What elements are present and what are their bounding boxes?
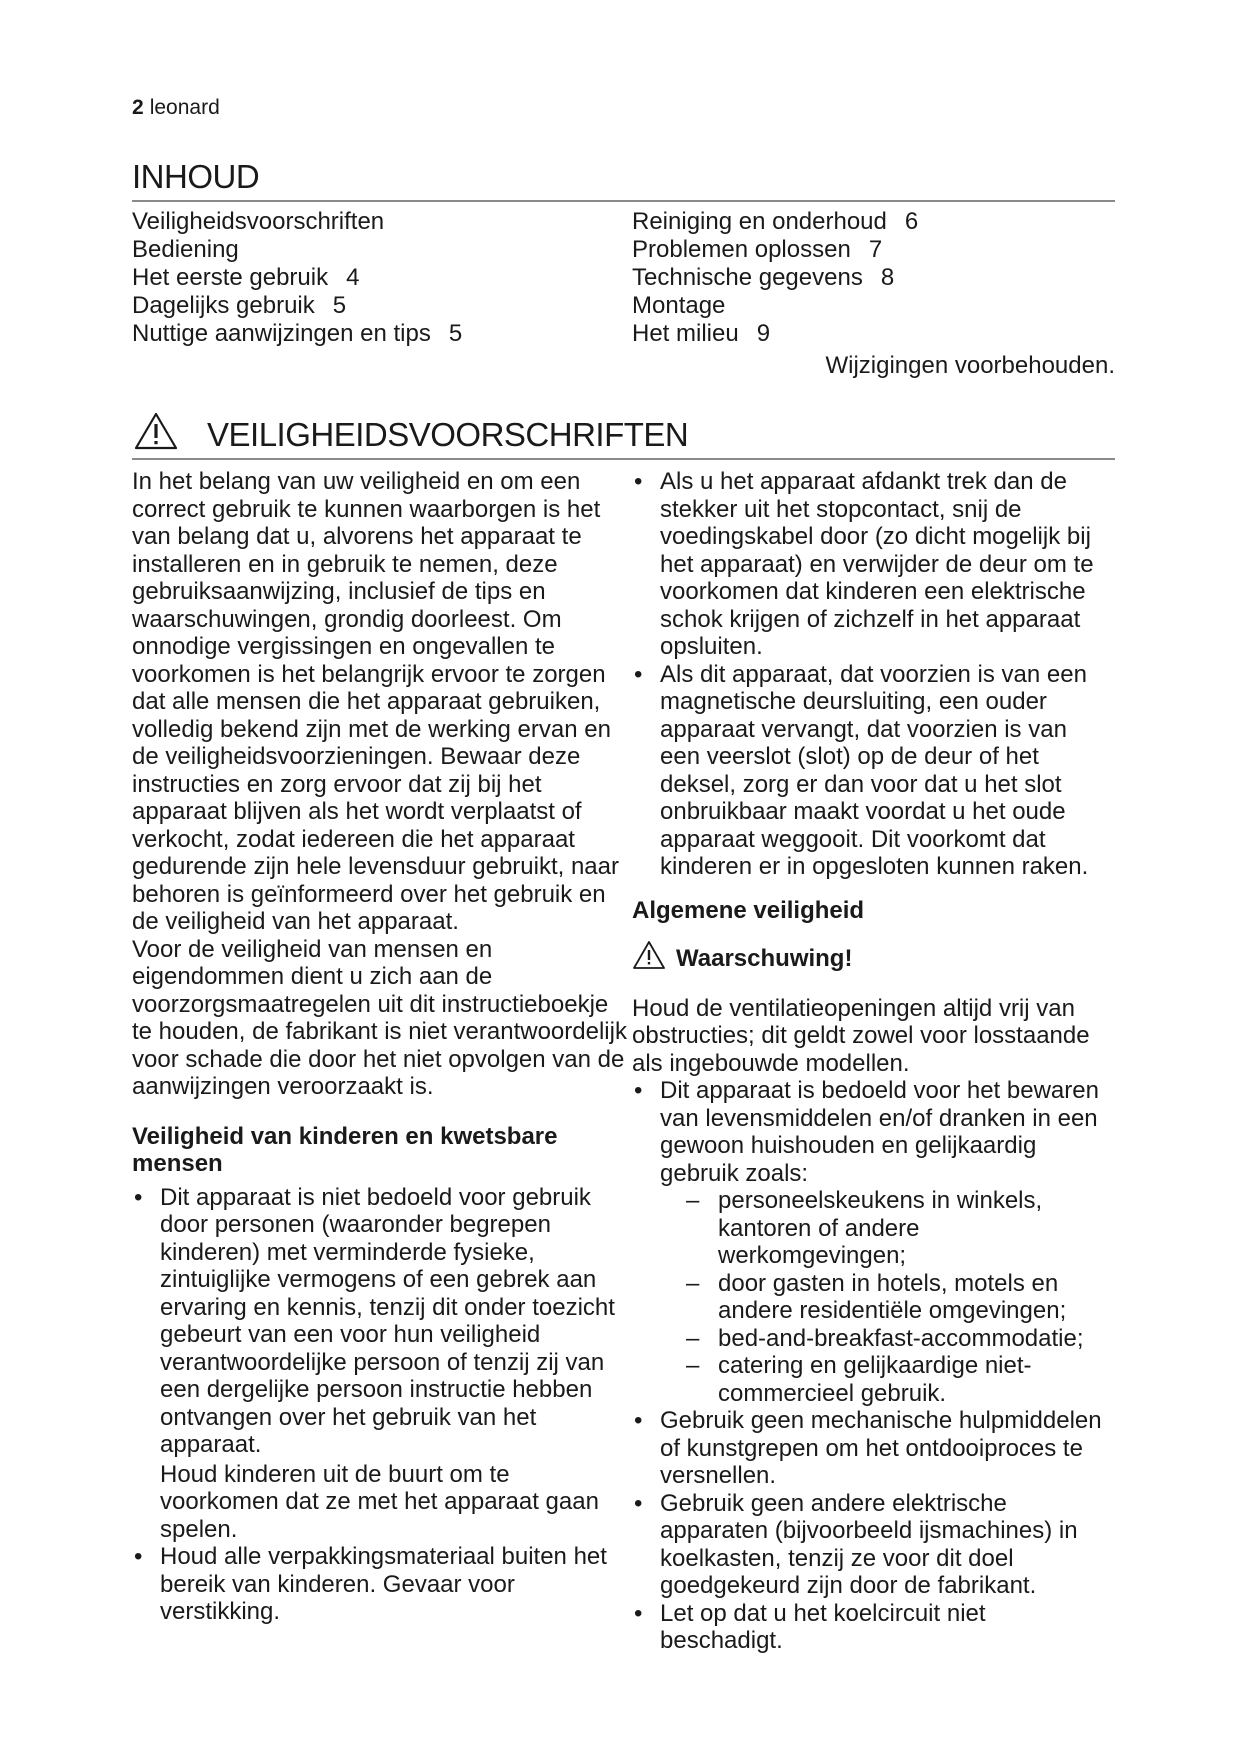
warning-triangle-icon	[134, 412, 178, 455]
toc-entry-label: Bediening	[132, 236, 239, 263]
toc-entry-label: Montage	[632, 292, 726, 319]
section-title: VEILIGHEIDSVOORSCHRIFTEN	[207, 416, 689, 453]
list-item	[632, 1490, 1112, 1600]
changes-note: Wijzigingen voorbehouden.	[825, 352, 1115, 379]
toc-entry[interactable]	[132, 320, 462, 348]
toc-entry-page: 7	[868, 236, 883, 263]
toc-entry-page: 4	[346, 264, 360, 291]
toc-entry-label: Het eerste gebruik	[132, 264, 329, 291]
toc-entry-label: Dagelijks gebruik	[132, 292, 315, 319]
toc-entry-page: 9	[756, 320, 771, 347]
list-item-text: Gebruik geen mechanische hulpmiddelen of kunstgrepen om het ontdooiproces te versnellen.	[660, 1407, 1102, 1489]
toc-rule	[132, 200, 1115, 202]
toc-entry[interactable]	[632, 320, 918, 348]
toc-entry[interactable]	[132, 292, 462, 320]
toc-left-column	[132, 208, 462, 348]
toc-entry[interactable]	[132, 208, 462, 236]
list-item	[632, 1600, 1112, 1655]
list-item-text: Let op dat u het koelcircuit niet beschadigt.	[660, 1599, 986, 1654]
list-item-text: Dit apparaat is niet bedoeld voor gebruik door personen (waaronder begrepen kinderen) met verminderde fysieke, zintuiglijke vermogens of een gebrek aan ervaring en kennis, tenzij dit onder toezicht gebeurt van een voor hun veiligheid verantwoordelijke persoon of tenzij zij van een dergelijke persoon instructie hebben ontvangen over het gebruik van het apparaat.	[160, 1183, 615, 1458]
toc-entry[interactable]	[632, 236, 918, 264]
dash-item: – personeelskeukens in winkels, kantoren of andere werkomgevingen;	[686, 1187, 1112, 1270]
toc-entry[interactable]	[632, 292, 918, 320]
list-item	[132, 1184, 632, 1544]
toc-title: INHOUD	[132, 158, 260, 195]
dash-item: – bed-and-breakfast-accommodatie;	[686, 1325, 1112, 1353]
toc-entry[interactable]	[132, 236, 462, 264]
toc-entry-page: 6	[904, 208, 919, 235]
toc-entry[interactable]	[132, 264, 462, 292]
list-item	[632, 661, 1112, 881]
page-header	[132, 96, 220, 120]
usage-dash-list	[660, 1187, 1112, 1407]
brand-name: leonard	[149, 96, 220, 119]
page-number: 2	[132, 96, 144, 119]
general-bullet-list	[632, 1077, 1112, 1655]
general-paragraph: Houd de ventilatieopeningen altijd vrij van obstructies; dit geldt zowel voor losstaande als ingebouwde modellen.	[632, 994, 1090, 1077]
list-item	[632, 1077, 1112, 1407]
list-item-text: Als dit apparaat, dat voorzien is van een magnetische deursluiting, een ouder apparaat vervangt, dat voorzien is van een veerslot (slot) op de deur of het deksel, zorg er dan voor dat u het slot onbruikbaar maakt voordat u het oude apparaat weggooit. Dit voorkomt dat kinderen er in opgesloten kunnen raken.	[660, 660, 1089, 880]
list-item	[632, 1407, 1112, 1490]
toc-entry-label: Veiligheidsvoorschriften	[132, 208, 385, 235]
toc-entry[interactable]	[632, 208, 918, 236]
list-item-continuation: Houd kinderen uit de buurt om te voorkomen dat ze met het apparaat gaan spelen.	[160, 1460, 599, 1543]
list-item-text: Gebruik geen andere elektrische apparaten (bijvoorbeeld ijsmachines) in koelkasten, tenzij ze voor dit doel goedgekeurd zijn door de fabrikant.	[660, 1489, 1078, 1599]
children-safety-heading: Veiligheid van kinderen en kwetsbare mensen	[132, 1122, 558, 1177]
list-item	[132, 1543, 632, 1626]
warning-callout	[632, 940, 1112, 977]
right-column	[632, 468, 1112, 1655]
toc-entry-page: 8	[880, 264, 895, 291]
general-safety-heading: Algemene veiligheid	[632, 896, 865, 924]
left-column	[132, 468, 632, 1626]
intro-paragraph-2: Voor de veiligheid van mensen en eigendommen dient u zich aan de voorzorgsmaatregelen uit dit instructieboekje te houden, de fabrikant is niet verantwoordelijk voor schade die door het niet opvolgen van de aanwijzingen veroorzaakt is.	[132, 935, 627, 1100]
list-item-text: Houd alle verpakkingsmateriaal buiten het bereik van kinderen. Gevaar voor verstikking.	[160, 1543, 607, 1625]
warning-icon	[632, 940, 666, 977]
toc-entry-label: Nuttige aanwijzingen en tips	[132, 320, 431, 347]
toc-entry[interactable]	[632, 264, 918, 292]
intro-paragraph: In het belang van uw veiligheid en om een correct gebruik te kunnen waarborgen is het van belang dat u, alvorens het apparaat te installeren en in gebruik te nemen, deze gebruiksaanwijzing, inclusief de tips en waarschuwingen, grondig doorleest. Om onnodige vergissingen en ongevallen te voorkomen is het belangrijk ervoor te zorgen dat alle mensen die het apparaat gebruiken, volledig bekend zijn met de werking ervan en de veiligheidsvoorzieningen. Bewaar deze instructies en zorg ervoor dat zij bij het apparaat blijven als het wordt verplaatst of verkocht, zodat iedereen die het apparaat gedurende zijn hele levensduur gebruikt, naar behoren is geïnformeerd over het gebruik en de veiligheid van het apparaat.	[132, 468, 619, 935]
toc-entry-label: Het milieu	[632, 320, 739, 347]
toc-entry-label: Technische gegevens	[632, 264, 863, 291]
list-item-text: Dit apparaat is bedoeld voor het bewaren van levensmiddelen en/of dranken in een gewoon huishouden en gelijkaardig gebruik zoals:	[660, 1077, 1099, 1187]
dash-item: – catering en gelijkaardige niet-commercieel gebruik.	[686, 1352, 1112, 1407]
children-bullet-list	[132, 1184, 632, 1626]
toc-entry-label: Problemen oplossen	[632, 236, 851, 263]
list-item	[632, 468, 1112, 661]
toc-entry-label: Reiniging en onderhoud	[632, 208, 887, 235]
toc-entry-page: 5	[448, 320, 463, 347]
disposal-bullet-list	[632, 468, 1112, 881]
toc-right-column	[632, 208, 918, 348]
section-rule	[132, 458, 1115, 460]
dash-item: – door gasten in hotels, motels en andere residentiële omgevingen;	[686, 1270, 1112, 1325]
warning-label: Waarschuwing!	[676, 944, 853, 972]
toc-entry-page: 5	[332, 292, 347, 319]
list-item-text: Als u het apparaat afdankt trek dan de stekker uit het stopcontact, snij de voedingskabel door (zo dicht mogelijk bij het apparaat) en verwijder de deur om te voorkomen dat kinderen een elektrische schok krijgen of zichzelf in het apparaat opsluiten.	[660, 468, 1094, 660]
